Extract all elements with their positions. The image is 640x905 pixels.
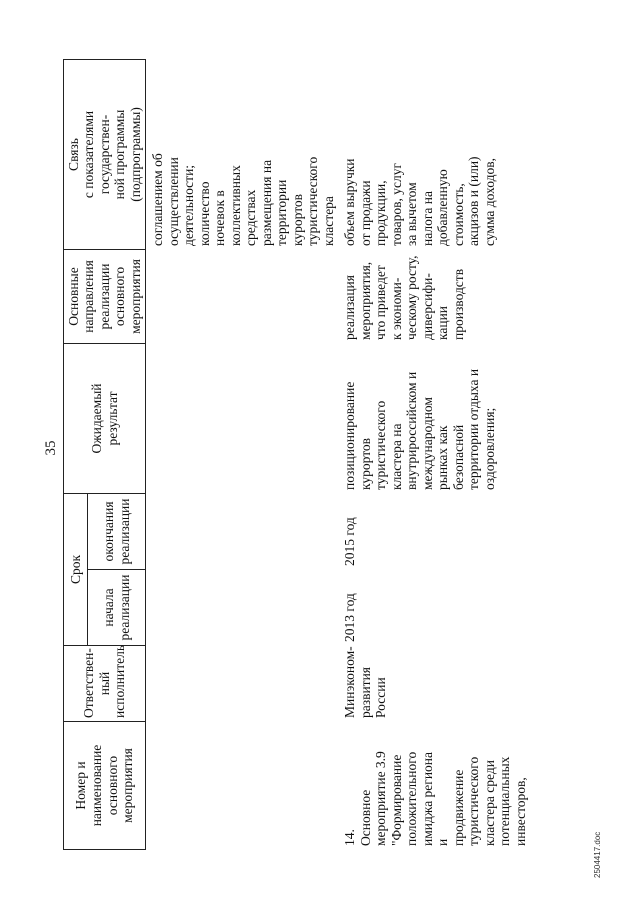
row-name: Основное мероприятие 3.9 "Формирование положительного имиджа региона и продвижение туристического кластера среди потенциальных инвесторов,	[357, 751, 528, 846]
header-directions: Основные направления реализации основного мероприятия	[64, 249, 146, 343]
file-footer: 2504417.doc	[593, 831, 602, 878]
header-result: Ожидаемый результат	[64, 343, 146, 493]
row-number: 14.	[342, 829, 358, 846]
header-responsible: Ответствен- ный исполнитель	[64, 646, 146, 722]
continuation-row	[146, 59, 339, 849]
header-name: Номер и наименование основного мероприятия	[64, 722, 146, 850]
row-directions: реализация мероприятия, что приведет к экономи- ческому росту, диверсифи- кации производств	[342, 255, 466, 340]
table-row	[338, 59, 530, 849]
page-number: 35	[43, 440, 59, 456]
header-end: окончания реализации	[88, 493, 146, 569]
header-link: Связь с показателями государствен- ной программы (подпрограммы)	[64, 59, 146, 249]
row-name-cell	[338, 722, 530, 850]
row-end: 2015 год	[342, 517, 358, 566]
header-term: Срок	[64, 493, 88, 645]
row-link: объем выручки от продажи продукции, товаров, услуг за вычетом налога на добавленную стоимость, акцизов и (или) сумма доходов,	[342, 156, 497, 246]
measures-table	[63, 59, 530, 850]
row-result: позиционирование курортов туристического кластера на внутрироссийском и международном рынках как безопасной территории отдыха и оздоровления;	[342, 368, 497, 490]
rotated-page	[37, 18, 627, 878]
row-start: 2013 год	[342, 593, 358, 642]
header-start: начала реализации	[88, 570, 146, 646]
row-responsible: Минэконом- развития России	[342, 646, 389, 718]
continuation-link: соглашением об осуществлении деятельности; количество ночевок в коллективных средствах размещения на территории курортов туристического кластера	[150, 153, 336, 246]
